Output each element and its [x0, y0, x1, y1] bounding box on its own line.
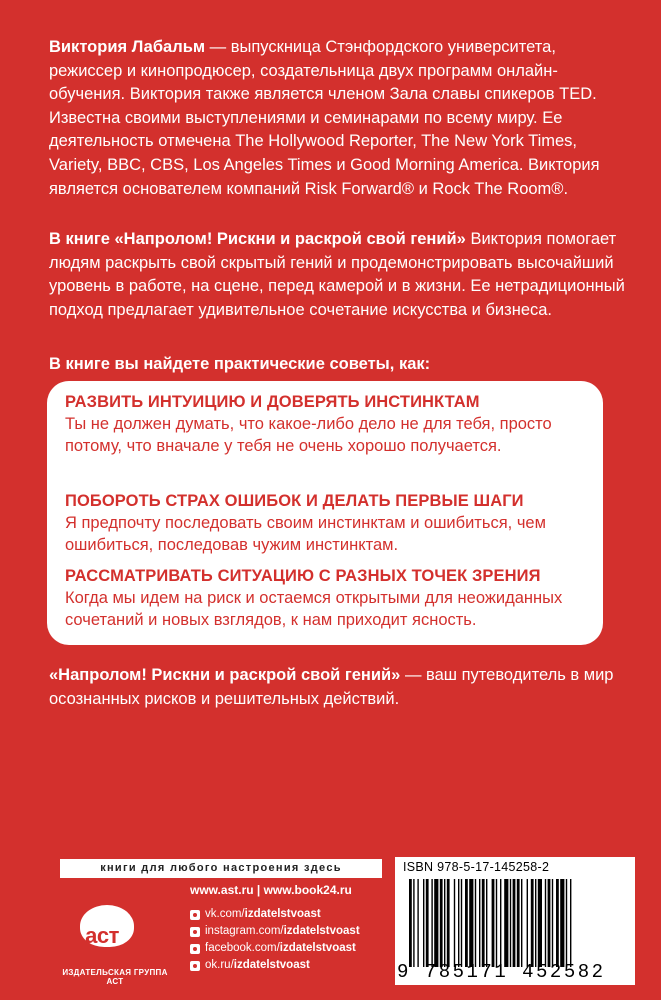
barcode-digits: 9 785171 452582: [397, 961, 606, 983]
book-description-lead: В книге «Напролом! Рискни и раскрой свой гений»: [49, 230, 466, 248]
book-description: [49, 228, 629, 322]
tip-text: Когда мы идем на риск и остаемся открытыми для неожиданных сочетаний и новых взглядов, к нам приходит ясность.: [65, 589, 563, 629]
social-handle: izdatelstvoast: [244, 908, 321, 920]
tips-lead: В книге вы найдете практические советы, как:: [49, 355, 431, 373]
social-handle: izdatelstvoast: [233, 959, 310, 971]
closing-text: — ваш путеводитель в мир осознанных рисков и решительных действий.: [49, 666, 614, 708]
tagline-banner: книги для любого настроения здесь: [60, 859, 382, 878]
tip-heading: РАЗВИТЬ ИНТУИЦИЮ И ДОВЕРЯТЬ ИНСТИНКТАМ: [65, 393, 480, 411]
website-links[interactable]: www.ast.ru | www.book24.ru: [190, 883, 352, 897]
social-link-instagram[interactable]: [190, 923, 360, 940]
social-prefix: facebook.com/: [205, 942, 280, 954]
odnoklassniki-icon: [190, 961, 200, 971]
social-link-vk[interactable]: [190, 906, 360, 923]
tip-heading: ПОБОРОТЬ СТРАХ ОШИБОК И ДЕЛАТЬ ПЕРВЫЕ ШАГИ: [65, 492, 524, 510]
author-bio-text: — выпускница Стэнфордского университета, режиссер и кинопродюсер, создательница двух программ онлайн-обучения. Виктория также является членом Зала славы спикеров TED. Известна своими выступлениями и семинарами по всему миру. Ее деятельность отмечена The Hollywood Reporter, The New York Times, Variety, BBC, CBS, Los Angeles Times и Good Morning America. Виктория является основателем компаний Risk Forward® и Rock The Room®.: [49, 38, 600, 198]
social-prefix: ok.ru/: [205, 959, 234, 971]
tip-text: Ты не должен думать, что какое-либо дело не для тебя, просто потому, что вначале у тебя не очень хорошо получается.: [65, 415, 552, 455]
tip-heading: РАССМАТРИВАТЬ СИТУАЦИЮ С РАЗНЫХ ТОЧЕК ЗРЕНИЯ: [65, 567, 541, 585]
social-handle: izdatelstvoast: [283, 925, 360, 937]
instagram-icon: [190, 927, 200, 937]
social-links: [190, 906, 360, 974]
closing-title: «Напролом! Рискни и раскрой свой гений»: [49, 666, 401, 684]
closing-paragraph: [49, 664, 629, 711]
barcode-panel: [395, 857, 635, 985]
social-handle: izdatelstvoast: [279, 942, 356, 954]
barcode-icon: [409, 879, 621, 967]
author-bio: [49, 36, 629, 201]
isbn-label: ISBN 978-5-17-145258-2: [403, 860, 550, 874]
social-link-odnoklassniki[interactable]: [190, 957, 360, 974]
social-prefix: instagram.com/: [205, 925, 284, 937]
social-prefix: vk.com/: [205, 908, 245, 920]
vk-icon: [190, 910, 200, 920]
tips-card: [47, 381, 603, 645]
publisher-name: ИЗДАТЕЛЬСКАЯ ГРУППА АСТ: [62, 968, 168, 986]
facebook-icon: [190, 944, 200, 954]
logo-text: аст: [85, 923, 119, 948]
social-link-facebook[interactable]: [190, 940, 360, 957]
book-description-text: Виктория помогает людям раскрыть свой скрытый гений и продемонстрировать высочайший уровень в работе, на сцене, перед камерой и в жизни. Ее нетрадиционный подход предлагает удивительное сочетание искусства и бизнеса.: [49, 230, 625, 319]
author-name: Виктория Лабальм: [49, 38, 206, 56]
tip-text: Я предпочту последовать своим инстинктам и ошибиться, чем ошибиться, последовав чужим инстинктам.: [65, 514, 546, 554]
